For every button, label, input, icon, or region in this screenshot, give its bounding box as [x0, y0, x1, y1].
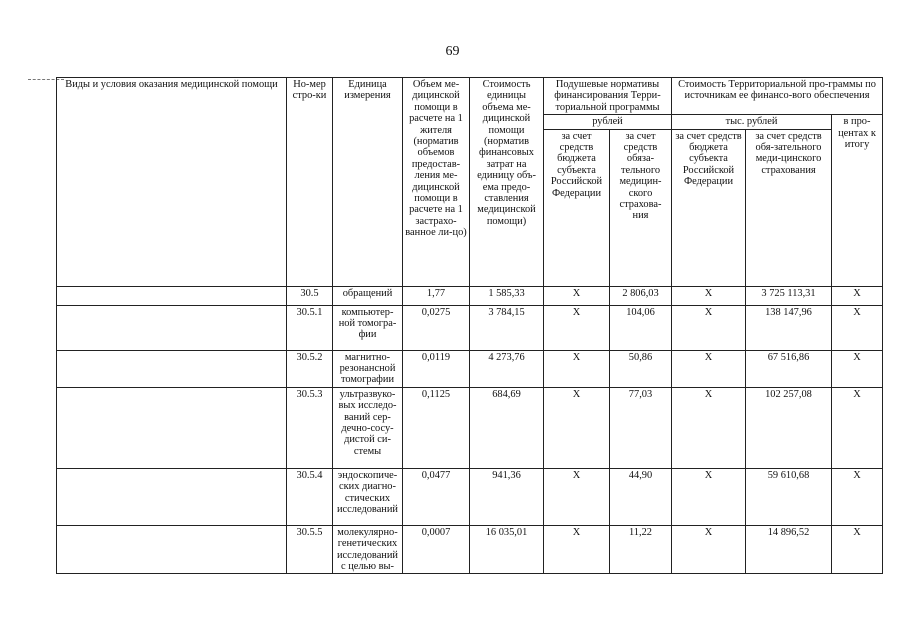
cell-cost: 684,69: [470, 387, 544, 468]
header-budget-program: за счет средств бюджета субъекта Российской Федерации: [672, 129, 746, 286]
cell-per-capita-oms: 44,90: [610, 468, 672, 525]
cell-kind: [57, 468, 287, 525]
header-per-capita: Подушевые нормативы финансирования Терри-ториальной программы: [544, 78, 672, 115]
header-thousand-rubles: тыс. рублей: [672, 115, 832, 129]
cell-program-budget: Х: [672, 350, 746, 387]
cell-per-capita-oms: 11,22: [610, 525, 672, 574]
cell-volume: 0,0007: [403, 525, 470, 574]
cell-per-capita-budget: Х: [544, 350, 610, 387]
header-row-1: [57, 78, 883, 115]
cell-cost: 1 585,33: [470, 286, 544, 305]
header-percent: в про-центах к итогу: [832, 115, 883, 286]
cell-volume: 0,1125: [403, 387, 470, 468]
cell-unit: ультразвуко-вых исследо-ваний сер-дечно-сосу-дистой си-стемы: [333, 387, 403, 468]
cell-kind: [57, 525, 287, 574]
cell-cost: 16 035,01: [470, 525, 544, 574]
cell-kind: [57, 387, 287, 468]
table-row: [57, 525, 883, 574]
cell-row-number: 30.5: [287, 286, 333, 305]
cell-program-budget: Х: [672, 468, 746, 525]
cell-per-capita-oms: 77,03: [610, 387, 672, 468]
table-row: [57, 286, 883, 305]
cell-per-capita-budget: Х: [544, 305, 610, 350]
cell-program-budget: Х: [672, 525, 746, 574]
cell-per-capita-budget: Х: [544, 468, 610, 525]
cell-unit: компьютер-ной томогра-фии: [333, 305, 403, 350]
cell-unit: магнитно-резонансной томографии: [333, 350, 403, 387]
header-rubles: рублей: [544, 115, 672, 129]
cell-volume: 0,0119: [403, 350, 470, 387]
cell-per-capita-budget: Х: [544, 286, 610, 305]
cell-percent: Х: [832, 525, 883, 574]
cell-row-number: 30.5.4: [287, 468, 333, 525]
cell-percent: Х: [832, 350, 883, 387]
cell-program-budget: Х: [672, 286, 746, 305]
cell-kind: [57, 305, 287, 350]
header-kinds: Виды и условия оказания медицинской помощи: [57, 78, 287, 287]
cell-program-budget: Х: [672, 305, 746, 350]
cell-program-oms: 14 896,52: [746, 525, 832, 574]
cell-percent: Х: [832, 468, 883, 525]
header-budget: за счет средств бюджета субъекта Российской Федерации: [544, 129, 610, 286]
cell-cost: 3 784,15: [470, 305, 544, 350]
cell-row-number: 30.5.5: [287, 525, 333, 574]
cell-row-number: 30.5.2: [287, 350, 333, 387]
cell-kind: [57, 350, 287, 387]
header-unit: Единица измерения: [333, 78, 403, 287]
header-oms: за счет средств обяза-тельного медицин-ского страхова-ния: [610, 129, 672, 286]
header-volume: Объем ме-дицинской помощи в расчете на 1 жителя (норматив объемов предостав-ления ме-дицинской помощи в расчете на 1 застрахо-ванное ли-цо): [403, 78, 470, 287]
cell-cost: 941,36: [470, 468, 544, 525]
cell-volume: 0,0275: [403, 305, 470, 350]
cell-unit: молекулярно-генетических исследований с целью вы-: [333, 525, 403, 574]
cell-percent: Х: [832, 305, 883, 350]
cell-percent: Х: [832, 387, 883, 468]
cell-per-capita-budget: Х: [544, 525, 610, 574]
cell-kind: [57, 286, 287, 305]
cell-program-oms: 67 516,86: [746, 350, 832, 387]
table-row: [57, 387, 883, 468]
header-row-number: Но-мер стро-ки: [287, 78, 333, 287]
cell-program-oms: 3 725 113,31: [746, 286, 832, 305]
cell-cost: 4 273,76: [470, 350, 544, 387]
cell-program-budget: Х: [672, 387, 746, 468]
cell-volume: 1,77: [403, 286, 470, 305]
cell-program-oms: 138 147,96: [746, 305, 832, 350]
cell-unit: обращений: [333, 286, 403, 305]
cell-per-capita-oms: 50,86: [610, 350, 672, 387]
cell-percent: Х: [832, 286, 883, 305]
cell-per-capita-budget: Х: [544, 387, 610, 468]
cell-row-number: 30.5.1: [287, 305, 333, 350]
cell-per-capita-oms: 2 806,03: [610, 286, 672, 305]
table-row: [57, 305, 883, 350]
cell-program-oms: 59 610,68: [746, 468, 832, 525]
cell-unit: эндоскопиче-ских диагно-стических исследований: [333, 468, 403, 525]
header-program-cost: Стоимость Территориальной про-граммы по источникам ее финансо-вого обеспечения: [672, 78, 883, 115]
table-row: [57, 350, 883, 387]
table-row: [57, 468, 883, 525]
page-number: 69: [445, 44, 460, 59]
header-oms-program: за счет средств обя-зательного меди-цинского страхования: [746, 129, 832, 286]
cell-volume: 0,0477: [403, 468, 470, 525]
header-cost: Стоимость единицы объема ме-дицинской помощи (норматив финансовых затрат на единицу объ-ема предо-ставления медицинской помощи): [470, 78, 544, 287]
cell-program-oms: 102 257,08: [746, 387, 832, 468]
cell-per-capita-oms: 104,06: [610, 305, 672, 350]
tariff-table: [56, 77, 883, 574]
cell-row-number: 30.5.3: [287, 387, 333, 468]
